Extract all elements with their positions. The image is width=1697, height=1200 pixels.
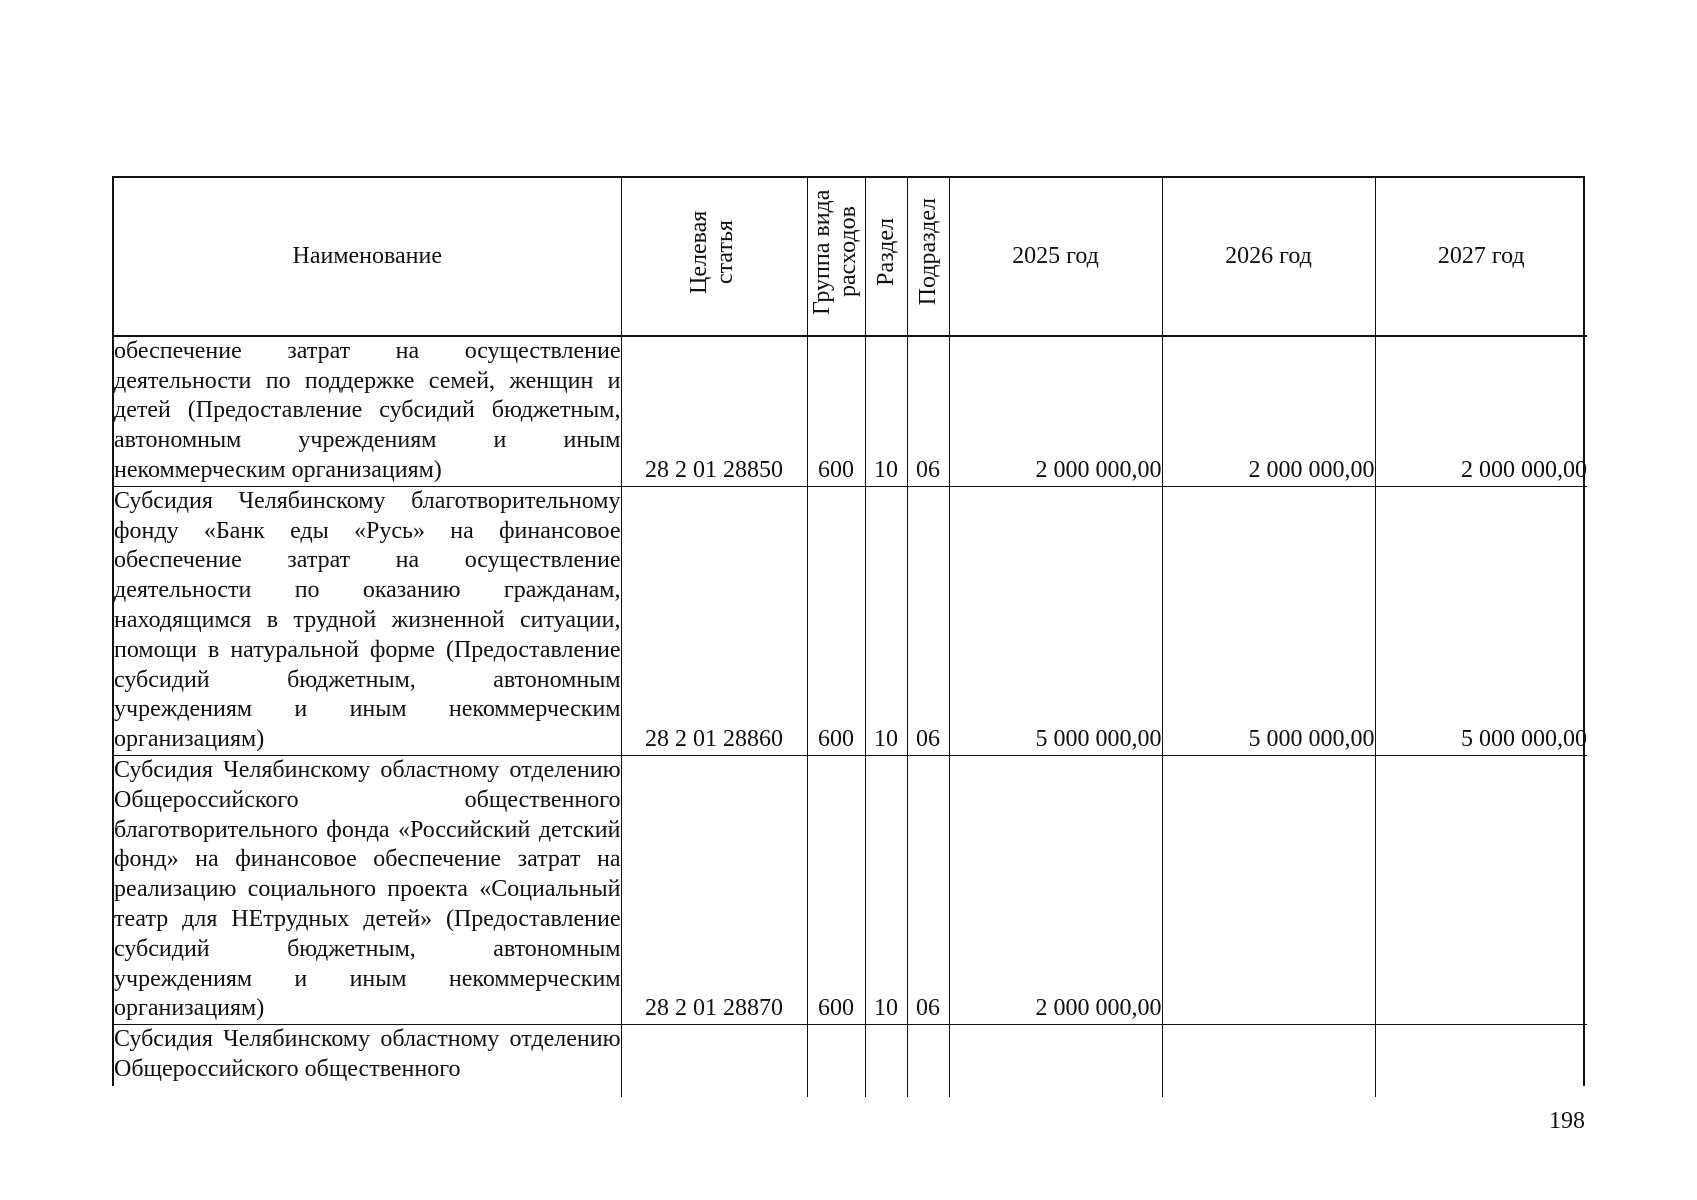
row-amount-2027 (1375, 755, 1587, 1024)
row-amount-2026 (1162, 755, 1375, 1024)
row-section: 10 (865, 486, 907, 755)
row-target-article (621, 1025, 807, 1098)
row-amount-2025: 5 000 000,00 (949, 486, 1162, 755)
header-target-article (621, 178, 807, 336)
header-subsection-label: Подраздел (915, 198, 941, 306)
header-expense-group-label: Группа вида расходов (809, 189, 861, 315)
row-amount-2026: 5 000 000,00 (1162, 486, 1375, 755)
row-subsection: 06 (907, 486, 949, 755)
header-year-2026: 2026 год (1162, 178, 1375, 336)
row-expense-group: 600 (807, 755, 865, 1024)
row-subsection (907, 1025, 949, 1098)
row-expense-group: 600 (807, 336, 865, 486)
table-row (114, 336, 1587, 486)
row-name: Субсидия Челябинскому областному отделению Общероссийского общественного (114, 1025, 621, 1098)
header-subsection (907, 178, 949, 336)
table-row (114, 1025, 1587, 1098)
table-row (114, 486, 1587, 755)
row-subsection: 06 (907, 755, 949, 1024)
table-row (114, 755, 1587, 1024)
row-name: Субсидия Челябинскому благотворительному фонду «Банк еды «Русь» на финансовое обеспечение затрат на осуществление деятельности по оказанию гражданам, находящимся в трудной жизненной ситуации, помощи в натуральной форме (Предоставление субсидий бюджетным, автономным учреждениям и иным некоммерческим организациям) (114, 486, 621, 755)
header-year-2027: 2027 год (1375, 178, 1587, 336)
row-target-article: 28 2 01 28870 (621, 755, 807, 1024)
header-section (865, 178, 907, 336)
row-amount-2025: 2 000 000,00 (949, 336, 1162, 486)
header-name: Наименование (114, 178, 621, 336)
row-section: 10 (865, 336, 907, 486)
budget-table (114, 178, 1587, 1097)
row-expense-group: 600 (807, 486, 865, 755)
row-amount-2025 (949, 1025, 1162, 1098)
row-section (865, 1025, 907, 1098)
header-row (114, 178, 1587, 336)
row-subsection: 06 (907, 336, 949, 486)
budget-table-frame (112, 176, 1585, 1086)
row-name: Субсидия Челябинскому областному отделению Общероссийского общественного благотворительного фонда «Российский детский фонд» на финансовое обеспечение затрат на реализацию социального проекта «Социальный театр для НЕтрудных детей» (Предоставление субсидий бюджетным, автономным учреждениям и иным некоммерческим организациям) (114, 755, 621, 1024)
row-target-article: 28 2 01 28850 (621, 336, 807, 486)
row-section: 10 (865, 755, 907, 1024)
header-expense-group (807, 178, 865, 336)
header-section-label: Раздел (873, 218, 899, 286)
row-amount-2026: 2 000 000,00 (1162, 336, 1375, 486)
page-number: 198 (1549, 1108, 1585, 1134)
row-amount-2025: 2 000 000,00 (949, 755, 1162, 1024)
row-amount-2026 (1162, 1025, 1375, 1098)
header-year-2025: 2025 год (949, 178, 1162, 336)
row-expense-group (807, 1025, 865, 1098)
row-amount-2027 (1375, 1025, 1587, 1098)
row-amount-2027: 5 000 000,00 (1375, 486, 1587, 755)
row-amount-2027: 2 000 000,00 (1375, 336, 1587, 486)
header-target-article-label: Целевая статья (686, 210, 738, 294)
row-target-article: 28 2 01 28860 (621, 486, 807, 755)
row-name: обеспечение затрат на осуществление деятельности по поддержке семей, женщин и детей (Предоставление субсидий бюджетным, автономным учреждениям и иным некоммерческим организациям) (114, 336, 621, 486)
